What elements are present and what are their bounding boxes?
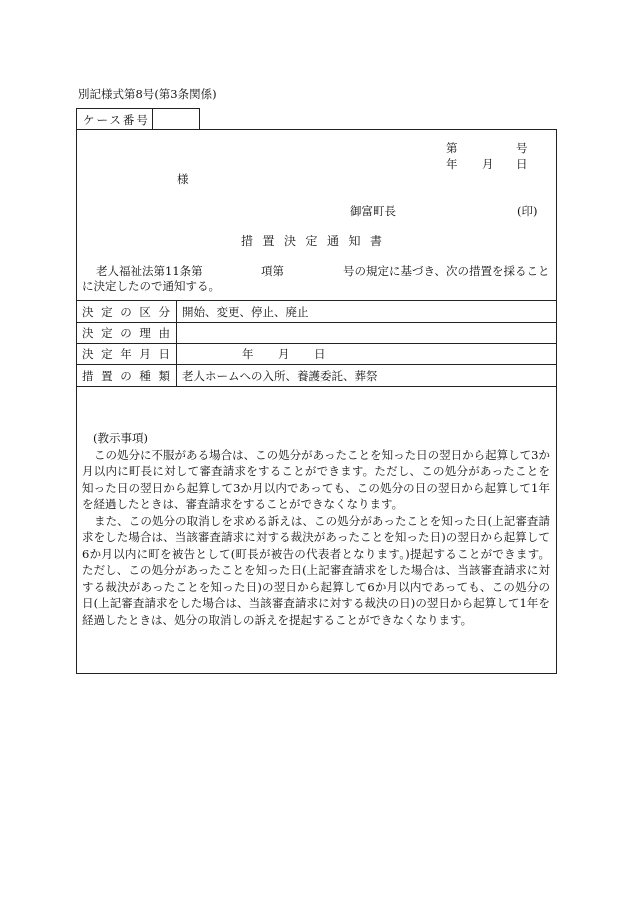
body-text-line2: に決定したので通知する。 <box>82 279 220 293</box>
table-row-label-char: の <box>120 369 132 383</box>
recipient-honorific: 様 <box>177 172 189 186</box>
table-row-value-3[interactable]: 年 月 日 <box>242 347 326 361</box>
instructions-heading: (教示事項) <box>93 431 148 445</box>
table-row-label-char: 理 <box>139 326 151 340</box>
table-row-label-1 <box>82 304 170 320</box>
body-text-part3: 号の規定に基づき、次の措置を採ること <box>343 264 550 278</box>
body-text-part1: 老人福祉法第11条第 <box>96 264 203 278</box>
table-row-label-3 <box>82 346 170 362</box>
table-row-label-char: 年 <box>120 347 132 361</box>
table-row-label-char: 類 <box>158 369 170 383</box>
issue-date-day: 日 <box>516 157 528 171</box>
issue-number-suffix: 号 <box>516 141 528 155</box>
table-row-label-char: の <box>120 305 132 319</box>
instructions-paragraph-1: この処分に不服がある場合は、この処分があったことを知った日の翌日から起算して3か月以内に町長に対して審査請求をすることができます。ただし、この処分があったことを知った日の翌日から起算して3か月以内であっても、この処分の日の翌日から起算して1年を経過したときは、審査請求をすることができなくなります。 <box>82 447 550 511</box>
table-row-label-char: 決 <box>82 347 94 361</box>
table-row-divider <box>76 364 557 365</box>
table-row-label-char: の <box>120 326 132 340</box>
table-row-label-char: 種 <box>139 369 151 383</box>
table-row-label-4 <box>82 368 170 384</box>
table-row-label-char: 決 <box>82 326 94 340</box>
issue-date-year: 年 <box>446 157 458 171</box>
seal-mark: (印) <box>517 204 538 218</box>
instructions-block <box>82 430 550 628</box>
form-reference: 別記様式第8号(第3条関係) <box>78 87 217 101</box>
table-top-border <box>76 300 557 301</box>
table-row-value-1[interactable]: 開始、変更、停止、廃止 <box>182 305 309 319</box>
table-row-divider <box>76 343 557 344</box>
table-row-label-char: 定 <box>101 347 113 361</box>
document-title: 措置決定通知書 <box>241 234 392 248</box>
table-row-label-char: 置 <box>101 369 113 383</box>
issuer-name: 御富町長 <box>350 204 396 218</box>
issue-date-month: 月 <box>482 157 494 171</box>
table-row-label-char: 日 <box>158 347 170 361</box>
table-row-label-char: 月 <box>139 347 151 361</box>
issue-number-prefix: 第 <box>446 141 458 155</box>
table-row-value-4[interactable]: 老人ホームへの入所、養護委託、葬祭 <box>182 369 378 383</box>
table-column-divider <box>176 300 177 386</box>
table-row-label-char: 由 <box>158 326 170 340</box>
case-number-label: ケース番号 <box>83 113 150 127</box>
table-row-label-char: 定 <box>101 326 113 340</box>
table-row-label-char: 分 <box>158 305 170 319</box>
instructions-paragraph-2: また、この処分の取消しを求める訴えは、この処分があったことを知った日(上記審査請求をした場合は、当該審査請求に対する裁決があったことを知った日)の翌日から起算して6か月以内に町を被告として(町長が被告の代表者となります。)提起することができます。ただし、この処分があったことを知った日(上記審査請求をした場合は、当該審査請求に対する裁決があったことを知った日)の翌日から起算して6か月以内であっても、この処分の日(上記審査請求をした場合は、当該審査請求に対する裁決の日)の翌日から起算して1年を経過したときは、処分の取消しの訴えを提起することができなくなります。 <box>82 513 550 627</box>
table-row-label-2 <box>82 325 170 341</box>
table-row-label-char: 措 <box>82 369 94 383</box>
table-row-label-char: 決 <box>82 305 94 319</box>
table-row-divider <box>76 322 557 323</box>
case-number-value-cell[interactable] <box>152 108 200 130</box>
body-text-part2: 項第 <box>261 264 284 278</box>
table-row-label-char: 定 <box>101 305 113 319</box>
table-bottom-border <box>76 386 557 387</box>
case-number-label-cell <box>76 108 153 130</box>
table-row-label-char: 区 <box>139 305 151 319</box>
